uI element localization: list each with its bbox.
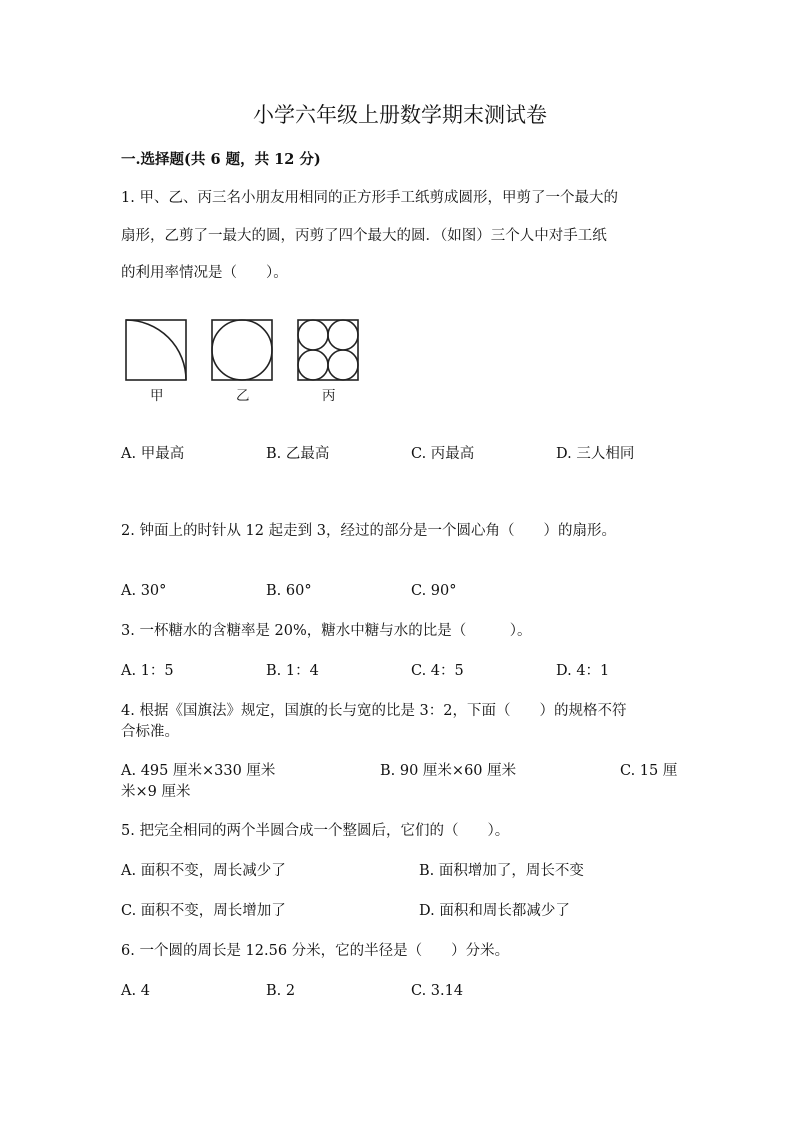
q5-option-c: C. 面积不变，周长增加了 [121,903,286,919]
q3-text: 3. 一杯糖水的含糖率是 20%，糖水中糖与水的比是（ ）。 [121,623,532,639]
q2-option-b: B. 60° [266,583,312,599]
q6-option-a: A. 4 [121,983,150,999]
q2-option-c: C. 90° [411,583,457,599]
q6-option-b: B. 2 [266,983,296,999]
q4-option-b: B. 90 厘米×60 厘米 [380,763,517,779]
q5-option-d: D. 面积和周长都减少了 [419,903,570,919]
q1-option-a: A. 甲最高 [121,446,185,462]
single-circle-figure [212,320,272,380]
q4-option-c-continued: 米×9 厘米 [121,784,191,800]
section-heading: 一.选择题(共 6 题，共 12 分) [121,151,321,168]
figure-label-jia: 甲 [150,388,164,404]
q3-option-b: B. 1：4 [266,663,319,679]
q1-figure [124,318,360,384]
q1-line-2: 扇形，乙剪了一最大的圆，丙剪了四个最大的圆．（如图）三个人中对手工纸 [121,228,607,244]
figure-label-yi: 乙 [236,388,250,404]
four-circles-figure [298,320,358,380]
q3-option-a: A. 1：5 [121,663,174,679]
q3-option-d: D. 4：1 [556,663,610,679]
q5-option-b: B. 面积增加了，周长不变 [419,863,584,879]
q6-text: 6. 一个圆的周长是 12.56 分米，它的半径是（ ）分米。 [121,943,510,959]
q1-line-1: 1. 甲、乙、丙三名小朋友用相同的正方形手工纸剪成圆形，甲剪了一个最大的 [121,190,618,206]
figure-label-bing: 丙 [322,388,336,404]
q3-option-c: C. 4：5 [411,663,464,679]
q5-text: 5. 把完全相同的两个半圆合成一个整圆后，它们的（ ）。 [121,823,510,839]
q4-option-a: A. 495 厘米×330 厘米 [121,763,276,779]
q1-option-b: B. 乙最高 [266,446,330,462]
q4-line-2: 合标准。 [121,724,179,740]
q1-line-3: 的利用率情况是（ ）。 [121,265,288,281]
quarter-circle-figure [126,320,186,380]
page-title: 小学六年级上册数学期末测试卷 [253,103,547,127]
q4-option-c: C. 15 厘 [620,763,678,779]
q4-line-1: 4. 根据《国旗法》规定，国旗的长与宽的比是 3：2，下面（ ）的规格不符 [121,703,627,719]
q1-option-d: D. 三人相同 [556,446,635,462]
q2-option-a: A. 30° [121,583,167,599]
q5-option-a: A. 面积不变，周长减少了 [121,863,286,879]
q6-option-c: C. 3.14 [411,983,464,999]
q2-text: 2. 钟面上的时针从 12 起走到 3，经过的部分是一个圆心角（ ）的扇形。 [121,523,616,539]
q1-option-c: C. 丙最高 [411,446,475,462]
